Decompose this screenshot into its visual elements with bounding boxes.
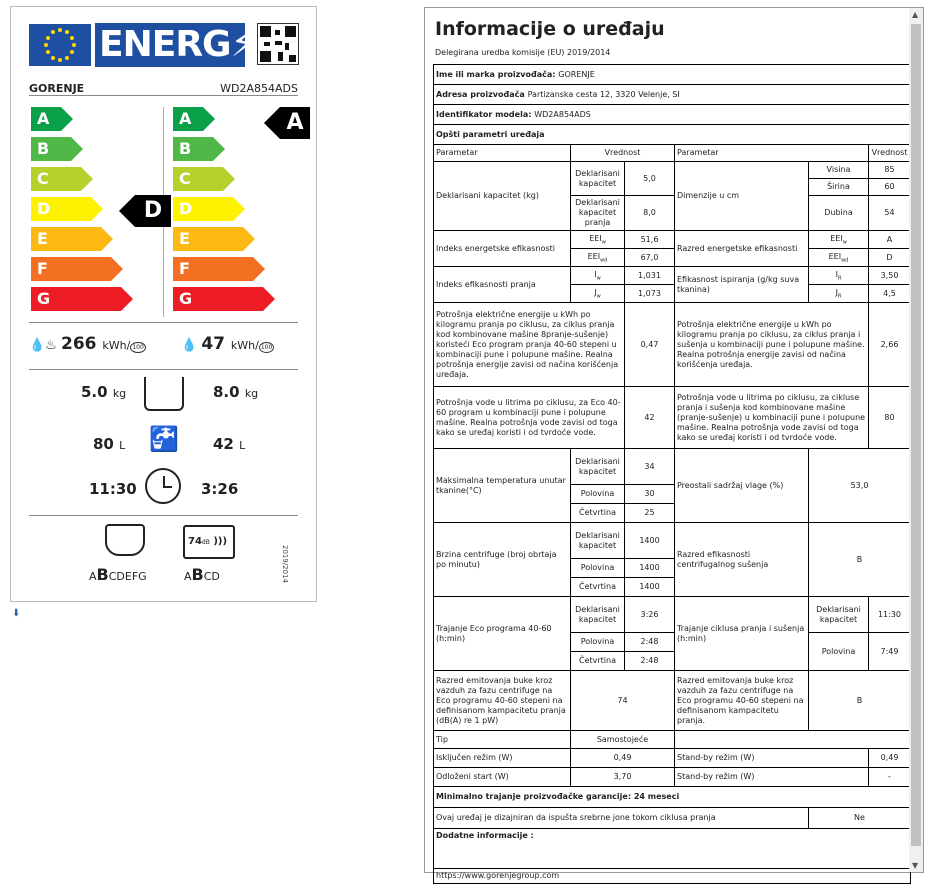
duration-wash: 3:26 [201,480,239,498]
wash-energy: 💧 47 kWh/ 100 [181,334,273,354]
capacity-washdry: 5.0 kg [81,383,127,401]
cycles-icon: 100 [260,344,273,351]
duration-washdry: 11:30 [89,480,137,498]
washdry-energy: 💧♨ 266 kWh/ 100 [29,334,144,354]
drops-heat-icon: 💧♨ [29,338,61,353]
capacity-wash: 8.0 kg [213,383,259,401]
washdry-scale-bar-d: D [31,197,91,221]
page-title: Informacije o uređaju [435,18,665,40]
washdry-scale-bar-g: G [31,287,121,311]
spin-class-scale: ABCDEFG [89,565,147,584]
scrollbar[interactable] [909,8,923,872]
cycles-icon: 100 [132,344,144,351]
washdry-scale-bar-a: A [31,107,61,131]
washdry-scale-bar-b: B [31,137,71,161]
speaker-noise-icon: 74dB ))) [183,525,235,559]
clock-icon [145,468,181,504]
manufacturer-url[interactable]: https://www.gorenjegroup.com [434,869,911,884]
washdry-class-indicator: D [135,195,171,227]
water-washdry: 80 L [93,435,126,453]
label-header [29,23,299,69]
wash-scale-bar-b: B [173,137,213,161]
divider [29,95,298,96]
divider [29,515,298,516]
wash-scale-bar-e: E [173,227,243,251]
divider [29,322,298,323]
label-model: WD2A854ADS [220,82,298,95]
scroll-up-icon[interactable]: ▲ [912,10,919,19]
regulation-number: 2019/2014 [281,545,289,583]
washdry-scale-bar-c: C [31,167,81,191]
spin-shirt-icon [105,524,145,556]
label-maker: GORENJE [29,82,85,95]
info-table: Ime ili marka proizvođača: GORENJE Adresa proizvođača Partizanska cesta 12, 3320 Velenje, SI Identifikator modela: WD2A854ADS Opšti parametri uređaja Parametar Vrednost Parametar Vrednost Deklarisani kapacitet (kg) Deklarisani kapacitet 5,0 Dimenzije u cm Visina 85 Širina 60 Deklarisani kapacitet pranja 8,0 Dubina 54 Indeks energetske efikasnosti $EEI_w$ 51,6 Razred energetske efikasnosti $EEI_w$ A $EEI_{wd}$ 67,0 $EEI_{wd}$ D Indeks efikasnosti pranja $I_w$ 1,031 Efikasnost ispiranja (g/kg suva tkanina) $I_R$ 3,50 $J_w$ 1,073 $J_R$ 4,5 Potrošnja električne energije u kWh po kilogramu pranja po ciklusu, za ciklus pranja kod kombinovane mašine 8pranje-sušenje) koristeći Eco program pranja 40-60 stepeni u kombinaciji pune i polupune mašine. Realna potrošnja energije zavisi od načina korišćenja uređaja. 0,47 Potrošnja električne energije u kWh po kilogramu pranja po ciklusu, za ciklus pranja i sušenja u kombinaciji pune i polupune mašine. Realna potrošnja energije zavisi od načina korišćenja uređaja. 2,66 Potrošnja vode u litrima po ciklusu, za Eco 40-60 program u kombinaciji pune i polupune mašine. Realna potrošnja vode zavisi od toga kako se uređaj koristi i od tvrdoće vode. 42 Potrošnja vode u litrima po ciklusu, za cikluse pranja i sušenja kod kombinovane mašine (pranje-sušenje) u kombinaciji pune i polupune mašine. Realna potrošnja vode zavisi od toga kako se uređaj koristi i od tvrdoće vode. 80 Maksimalna temperatura unutar tkanine(°C) Deklarisani kapacitet 34 Preostali sadržaj vlage (%) 53,0 Polovina 30 Četvrtina 25 Brzina centrifuge (broj obrtaja po minutu) Deklarisani kapacitet 1400 Razred efikasnosti centrifugalnog sušenja B Polovina 1400 Četvrtina 1400 Trajanje Eco programa 40-60 (h:min) Deklarisani kapacitet 3:26 Trajanje ciklusa pranja i sušenja (h:min) Deklarisani kapacitet 11:30 Polovina 2:48 Polovina 7:49 Četvrtina 2:48 Razred emitovanja buke kroz vazduh za fazu centrifuge na Eco programu 40-60 stepeni na definisanom kampacitetu pranja (dB(A) re 1 pW) 74 Razred emitovanja buke kroz vazduh za fazu centrifuge na Eco programu 40-60 stepeni na definisanom kampacitetu pranja. B Tip Samostojeće Isključen režim (W) 0,49 Stand-by režim (W) 0,49 Odloženi start (W) 3,70 Stand-by režim (W) - Minimalno trajanje proizvođačke garancije: 24 meseci Ovaj uređaj je dizajniran da ispušta srebrne jone tokom ciklusa pranja Ne Dodatne informacije : https://www.gorenjegroup.com [433,64,911,884]
washdry-scale-bar-e: E [31,227,101,251]
download-icon[interactable]: ⬇ [12,608,21,619]
energy-label [10,6,317,602]
wash-scale-bar-c: C [173,167,223,191]
washdry-scale-bar-f: F [31,257,111,281]
wash-scale-bar-d: D [173,197,233,221]
energy-logo: ENERG⚡ [95,23,245,67]
wash-class-indicator: A [280,107,310,139]
scrollbar-thumb[interactable] [911,24,921,846]
scroll-down-icon[interactable]: ▼ [912,861,919,870]
page-subtitle: Delegirana uredba komisije (EU) 2019/2014 [435,48,611,57]
water-wash: 42 L [213,435,246,453]
wash-scale-bar-g: G [173,287,263,311]
drop-icon: 💧 [181,338,202,353]
wash-scale-bar-f: F [173,257,253,281]
eu-flag-icon [29,24,91,66]
wash-scale-bar-a: A [173,107,203,131]
divider [29,369,298,370]
noise-class-scale: ABCD [184,565,220,584]
product-info-sheet [424,7,924,880]
lightning-icon: ⚡ [230,24,255,65]
laundry-basket-icon [144,377,184,411]
water-tap-icon: 🚰 [149,425,179,453]
qr-code-icon [257,23,299,65]
